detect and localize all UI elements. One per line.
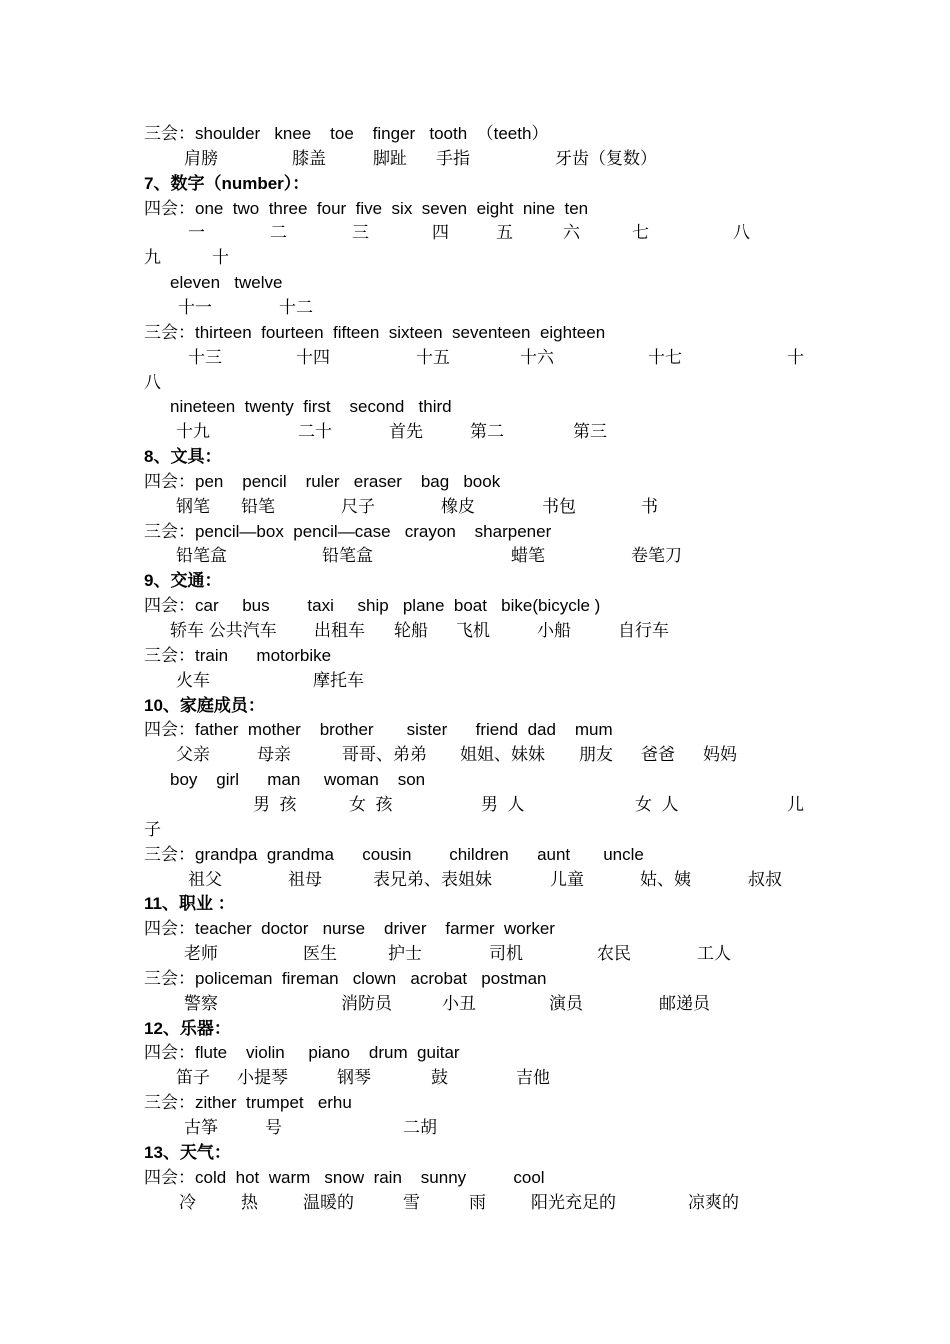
text-segment: 自行车 (618, 621, 669, 640)
text-segment: 蜡笔 (511, 546, 545, 566)
text-segment: 八 (733, 223, 750, 243)
text-segment: 铅笔盒 (322, 546, 373, 566)
text-line (0, 770, 950, 795)
text-segment: 叔叔 (748, 869, 782, 889)
text-segment: 农民 (597, 944, 631, 964)
text-line (0, 522, 950, 547)
text-segment: 三会：shoulder knee toe finger tooth （teeth） (144, 124, 549, 143)
text-segment: 小丑 (442, 993, 476, 1013)
text-segment: 医生 (303, 944, 337, 964)
text-line (0, 323, 950, 348)
text-segment: 司机 (489, 944, 523, 964)
text-segment: 轿车 公共汽车 (170, 621, 277, 640)
text-line (0, 969, 950, 994)
text-segment: 四会：cold hot warm snow rain sunny cool (144, 1167, 545, 1187)
text-segment: 朋友 (579, 745, 613, 765)
text-line (0, 298, 950, 323)
text-segment: 三会：zither trumpet erhu (144, 1093, 352, 1113)
text-segment: 四会：car bus taxi ship plane boat bike(bicycle ) (144, 596, 601, 616)
text-segment: 哥哥、弟弟 (342, 745, 427, 765)
text-line (0, 720, 950, 745)
text-segment: 十二 (279, 297, 313, 317)
text-segment: 姐姐、妹妹 (460, 745, 545, 765)
text-segment: 雨 (469, 1192, 486, 1212)
text-segment: 邮递员 (659, 993, 710, 1013)
text-segment: 出租车 (314, 621, 365, 640)
text-segment: 十七 (648, 347, 682, 367)
text-segment: 男 人 (481, 794, 525, 814)
text-segment: 轮船 (394, 621, 428, 640)
text-segment: 阳光充足的 (531, 1192, 616, 1212)
text-segment: 卷笔刀 (631, 546, 682, 566)
text-segment: 消防员 (341, 993, 392, 1013)
text-segment: 三 (352, 223, 369, 243)
text-segment: nineteen twenty first second third (170, 397, 452, 417)
text-segment: 7、数字（number）： (144, 173, 310, 193)
text-segment: 肩膀 (184, 148, 218, 168)
text-line (0, 994, 950, 1019)
text-segment: 演员 (549, 993, 583, 1013)
text-segment: 牙齿（复数） (555, 148, 657, 168)
text-segment: 祖父 (188, 869, 222, 889)
section-heading (0, 447, 950, 472)
text-segment: 膝盖 (292, 148, 326, 168)
section-heading (0, 174, 950, 199)
text-line (0, 422, 950, 447)
section-heading (0, 1019, 950, 1044)
text-segment: 冷 (179, 1192, 196, 1212)
text-segment: 十四 (296, 347, 330, 367)
text-segment: 凉爽的 (688, 1192, 739, 1212)
text-segment: 女 人 (635, 794, 679, 814)
text-segment: 七 (632, 223, 649, 243)
text-segment: 吉他 (516, 1068, 550, 1088)
text-segment: 十三 (188, 347, 222, 367)
text-segment: eleven twelve (170, 273, 283, 293)
text-segment: 三会：policeman fireman clown acrobat postman (144, 968, 547, 988)
text-line (0, 596, 950, 621)
text-segment: 老师 (184, 944, 218, 964)
text-line (0, 1193, 950, 1218)
text-line (0, 273, 950, 298)
text-line (0, 1168, 950, 1193)
text-segment: 摩托车 (313, 670, 364, 690)
text-segment: 母亲 (257, 745, 291, 765)
text-segment: 9、交通： (144, 571, 222, 591)
text-segment: 女 孩 (349, 794, 393, 814)
text-segment: 手指 (436, 148, 470, 168)
text-segment: 尺子 (341, 496, 375, 516)
text-segment: 火车 (176, 670, 210, 690)
text-segment: 橡皮 (441, 496, 475, 516)
text-segment: 温暖的 (303, 1192, 354, 1212)
text-segment: 四会：teacher doctor nurse driver farmer worker (144, 919, 555, 939)
text-segment: 8、文具： (144, 447, 222, 467)
text-segment: 五 (496, 223, 513, 243)
text-segment: 十六 (520, 347, 554, 367)
text-line (0, 248, 950, 273)
text-segment: 鼓 (431, 1068, 448, 1088)
section-heading (0, 571, 950, 596)
text-line (0, 870, 950, 895)
text-segment: 12、乐器： (144, 1018, 231, 1038)
text-line (0, 621, 950, 646)
text-line (0, 1068, 950, 1093)
text-segment: 三会：thirteen fourteen fifteen sixteen seventeen eighteen (144, 322, 606, 342)
text-segment: 二 (270, 223, 287, 243)
text-line (0, 348, 950, 373)
text-line (0, 223, 950, 248)
text-segment: 爸爸 (641, 745, 675, 765)
text-segment: 子 (144, 819, 161, 839)
text-segment: 13、天气： (144, 1142, 231, 1162)
text-segment: 十一 (178, 297, 212, 317)
text-line (0, 149, 950, 174)
text-segment: 四会：father mother brother sister friend dad mum (144, 720, 613, 740)
text-segment: 二胡 (403, 1118, 437, 1137)
text-segment: 钢琴 (337, 1068, 371, 1088)
text-segment: 十 (212, 248, 229, 268)
text-segment: 警察 (184, 993, 218, 1013)
text-line (0, 373, 950, 398)
text-segment: 号 (265, 1118, 282, 1137)
text-segment: 父亲 (176, 745, 210, 765)
text-segment: 三会：pencil—box pencil—case crayon sharpener (144, 521, 552, 541)
text-segment: 铅笔盒 (176, 546, 227, 566)
text-line (0, 397, 950, 422)
text-segment: 笛子 (176, 1068, 210, 1088)
text-line (0, 944, 950, 969)
text-line (0, 546, 950, 571)
text-segment: 热 (241, 1192, 258, 1212)
text-segment: 小提琴 (237, 1068, 288, 1088)
text-segment: 男 孩 (253, 794, 297, 814)
text-segment: 古筝 (184, 1118, 218, 1137)
text-segment: 二十 (298, 422, 332, 442)
text-line (0, 745, 950, 770)
text-segment: 雪 (403, 1192, 420, 1212)
text-line (0, 845, 950, 870)
text-segment: 姑、姨 (640, 869, 691, 889)
text-segment: 儿 (787, 794, 804, 814)
text-line (0, 199, 950, 224)
section-heading (0, 696, 950, 721)
text-line (0, 1093, 950, 1118)
text-segment: 八 (144, 372, 161, 392)
text-segment: 书 (641, 496, 658, 516)
text-segment: 十九 (176, 422, 210, 442)
text-segment: 脚趾 (373, 148, 407, 168)
text-segment: 四会：pen pencil ruler eraser bag book (144, 471, 501, 491)
text-line (0, 820, 950, 845)
text-segment: 飞机 (456, 621, 490, 640)
text-segment: 11、职业 ： (144, 894, 235, 914)
text-segment: 书包 (542, 496, 576, 516)
text-line (0, 919, 950, 944)
text-segment: 六 (563, 223, 580, 243)
text-line (0, 472, 950, 497)
text-segment: 首先 (389, 422, 423, 442)
text-segment: 护士 (388, 944, 422, 964)
text-segment: 铅笔 (241, 496, 275, 516)
text-line (0, 671, 950, 696)
text-segment: 一 (188, 223, 205, 243)
text-segment: 10、家庭成员： (144, 695, 265, 715)
text-segment: 第三 (573, 422, 607, 442)
text-segment: 表兄弟、表姐妹 (373, 869, 492, 889)
text-line (0, 646, 950, 671)
text-segment: 三会：grandpa grandma cousin children aunt uncle (144, 844, 644, 864)
text-segment: 工人 (697, 944, 731, 964)
text-line (0, 124, 950, 149)
text-line (0, 497, 950, 522)
text-line (0, 1043, 950, 1068)
text-segment: 九 (144, 248, 161, 268)
text-line (0, 1118, 950, 1143)
text-segment: 四会：one two three four five six seven eight nine ten (144, 198, 589, 218)
text-segment: 小船 (537, 621, 571, 640)
text-segment: 四 (432, 223, 449, 243)
text-segment: 第二 (470, 422, 504, 442)
text-segment: 四会：flute violin piano drum guitar (144, 1043, 460, 1063)
text-segment: 妈妈 (703, 745, 737, 765)
text-line (0, 795, 950, 820)
text-segment: 祖母 (288, 869, 322, 889)
text-segment: 十五 (416, 347, 450, 367)
text-segment: 三会：train motorbike (144, 645, 332, 665)
text-segment: 儿童 (550, 869, 584, 889)
text-segment: 钢笔 (176, 496, 210, 516)
section-heading (0, 894, 950, 919)
text-segment: boy girl man woman son (170, 770, 426, 790)
text-segment: 十 (787, 347, 804, 367)
section-heading (0, 1143, 950, 1168)
